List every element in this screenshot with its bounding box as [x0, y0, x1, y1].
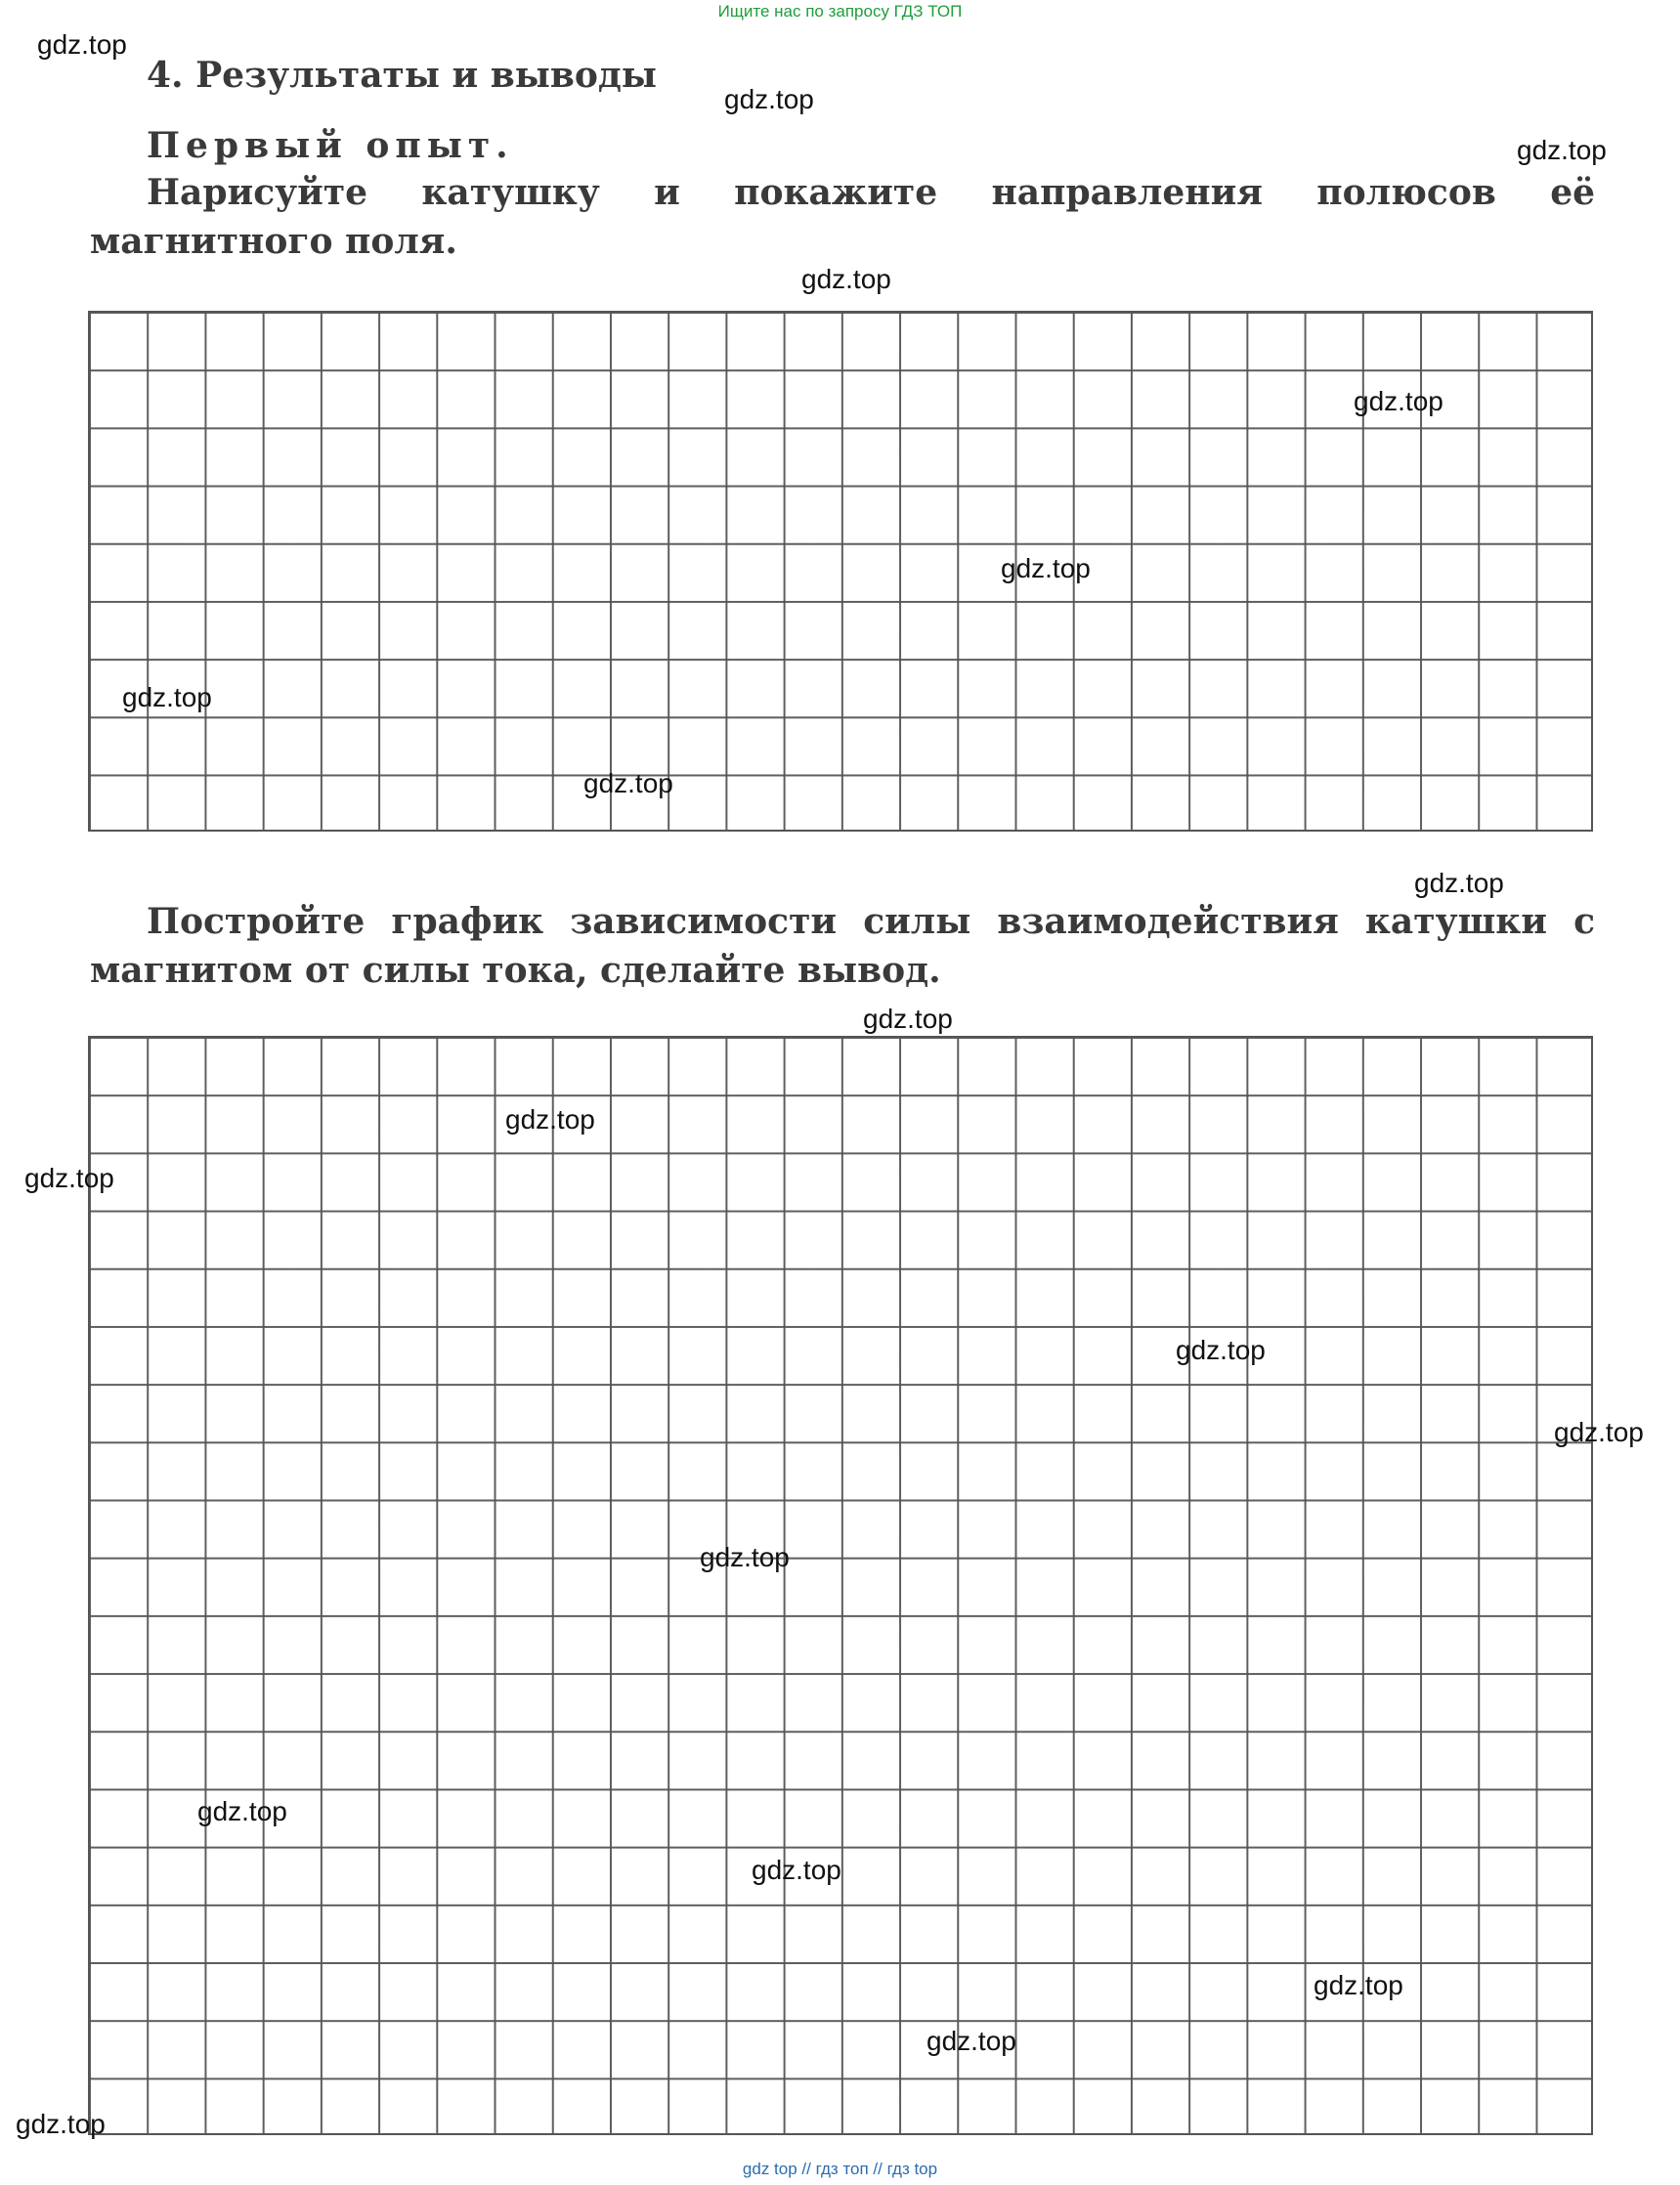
watermark: gdz.top — [700, 1542, 790, 1572]
watermark: gdz.top — [1314, 1970, 1403, 2000]
watermark: gdz.top — [583, 768, 673, 798]
watermark: gdz.top — [926, 2026, 1016, 2056]
watermark: gdz.top — [197, 1796, 287, 1826]
watermark: gdz.top — [724, 84, 814, 114]
section-heading: 4. Результаты и выводы — [147, 55, 657, 96]
top-banner[interactable]: Ищите нас по запросу ГДЗ ТОП — [717, 2, 963, 21]
watermark: gdz.top — [1554, 1417, 1644, 1447]
watermark: gdz.top — [1414, 868, 1504, 898]
watermark: gdz.top — [37, 29, 127, 60]
task-2-text: Постройте график зависимости силы взаимодействия катушки с магнитом от силы тока, сделайте вывод. — [90, 901, 1595, 991]
watermark: gdz.top — [1517, 135, 1607, 165]
task-1-text: Нарисуйте катушку и покажите направления полюсов её магнитного поля. — [90, 172, 1595, 262]
watermark: gdz.top — [1176, 1335, 1266, 1365]
watermark: gdz.top — [1354, 386, 1443, 416]
footer-links[interactable]: gdz top // гдз топ // гдз top — [742, 2160, 938, 2178]
experiment-label: Первый опыт. — [147, 125, 514, 166]
watermark: gdz.top — [24, 1163, 114, 1193]
watermark: gdz.top — [863, 1004, 953, 1034]
watermark: gdz.top — [752, 1855, 841, 1885]
watermark: gdz.top — [122, 682, 212, 712]
watermark: gdz.top — [1001, 553, 1091, 583]
watermark: gdz.top — [505, 1104, 595, 1135]
watermark: gdz.top — [801, 264, 891, 294]
watermark: gdz.top — [16, 2109, 106, 2139]
